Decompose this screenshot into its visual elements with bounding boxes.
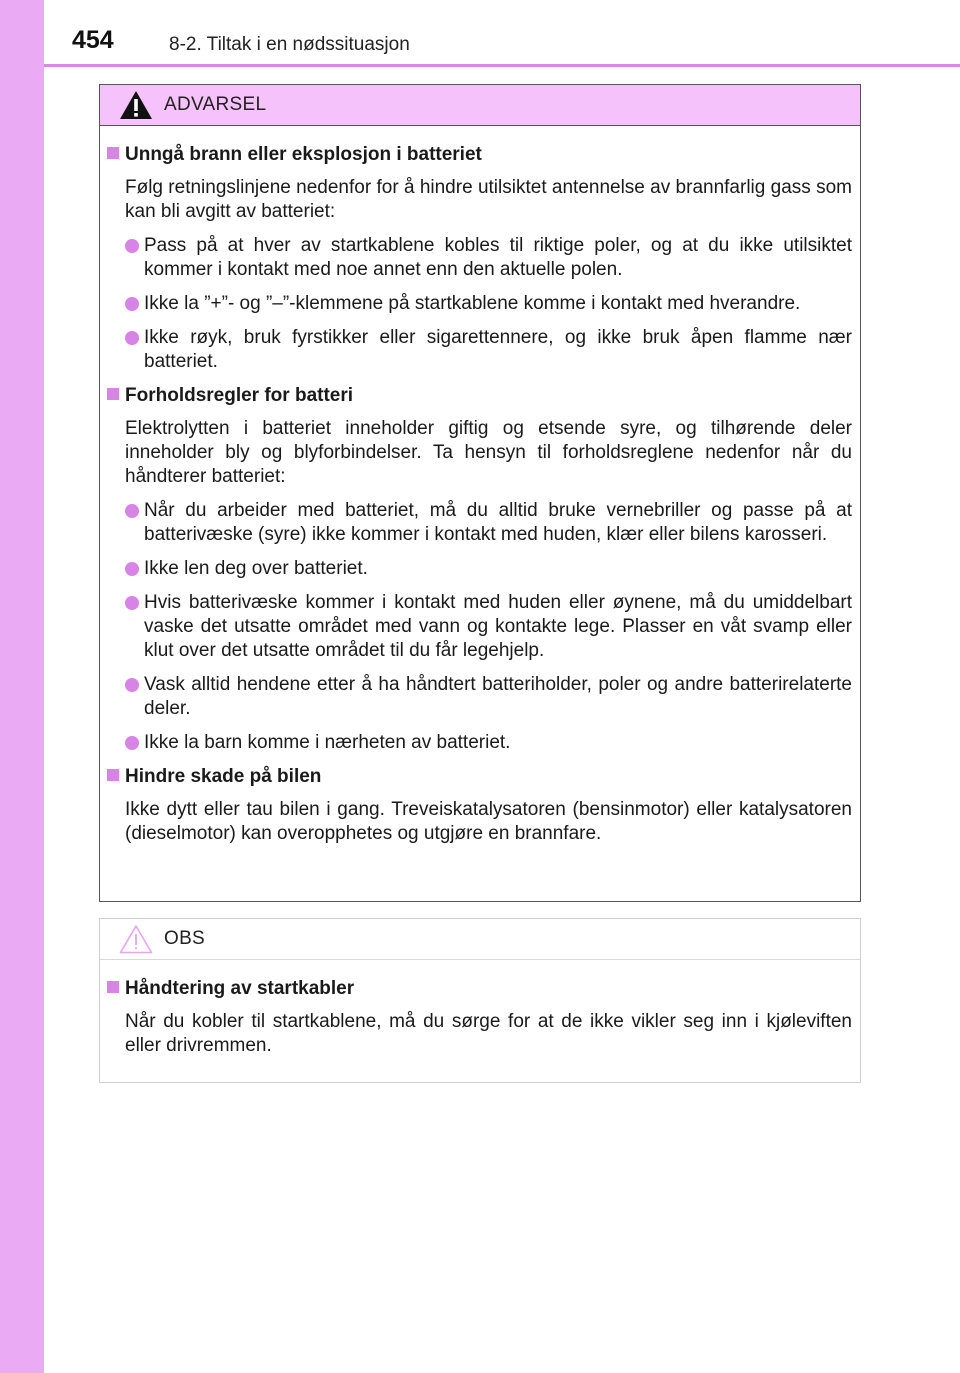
page-number: 454: [72, 26, 114, 54]
list-item: Når du arbeider med batteriet, må du alltid bruke vernebriller og passe på at batterivæske (syre) ikke kommer i kontakt med huden, klær eller bilens karosseri.: [107, 499, 852, 547]
notice-header: [100, 919, 860, 960]
list-item: Ikke la ”+”- og ”–”-klemmene på startkablene komme i kontakt med hverandre.: [107, 292, 852, 316]
warning-header: [100, 85, 860, 126]
list-item: Vask alltid hendene etter å ha håndtert batteriholder, poler og andre batterirelaterte deler.: [107, 673, 852, 721]
circle-bullet-icon: [125, 297, 139, 311]
warning-body: [100, 126, 860, 846]
list-item: Hvis batterivæske kommer i kontakt med huden eller øynene, må du umiddelbart vaske det utsatte området med vann og kontakte lege. Plasser en våt svamp eller klut over det utsatte området til du får legehjelp.: [107, 591, 852, 663]
circle-bullet-icon: [125, 562, 139, 576]
section-heading: Hindre skade på bilen: [107, 765, 852, 789]
notice-box: [99, 918, 861, 1083]
square-bullet-icon: [107, 147, 119, 159]
circle-bullet-icon: [125, 596, 139, 610]
circle-bullet-icon: [125, 736, 139, 750]
section-heading: Forholdsregler for batteri: [107, 384, 852, 408]
warning-box: [99, 84, 861, 902]
section-intro: Elektrolytten i batteriet inneholder giftig og etsende syre, og tilhørende deler inneholder bly og blyforbindelser. Ta hensyn til forholdsreglene nedenfor når du håndterer batteriet:: [125, 418, 852, 487]
circle-bullet-icon: [125, 678, 139, 692]
list-item: Ikke la barn komme i nærheten av batteriet.: [107, 731, 852, 755]
notice-body: [100, 960, 860, 1058]
list-item: Pass på at hver av startkablene kobles til riktige poler, og at du ikke utilsiktet kommer i kontakt med noe annet enn den aktuelle polen.: [107, 234, 852, 282]
circle-bullet-icon: [125, 239, 139, 253]
section-heading: Unngå brann eller eksplosjon i batteriet: [107, 143, 852, 167]
square-bullet-icon: [107, 388, 119, 400]
square-bullet-icon: [107, 769, 119, 781]
notice-label: OBS: [164, 928, 206, 949]
section-intro: Følg retningslinjene nedenfor for å hindre utilsiktet antennelse av brannfarlig gass som kan bli avgitt av batteriet:: [125, 177, 852, 222]
section-title: 8-2. Tiltak i en nødssituasjon: [169, 34, 410, 55]
square-bullet-icon: [107, 981, 119, 993]
warning-label: ADVARSEL: [164, 94, 267, 115]
list-item: Ikke len deg over batteriet.: [107, 557, 852, 581]
warning-triangle-icon: [118, 89, 154, 121]
list-item: Ikke røyk, bruk fyrstikker eller sigarettennere, og ikke bruk åpen flamme nær batteriet.: [107, 326, 852, 374]
side-color-strip: [0, 0, 44, 1373]
circle-bullet-icon: [125, 504, 139, 518]
circle-bullet-icon: [125, 331, 139, 345]
section-heading: Håndtering av startkabler: [107, 977, 852, 1001]
section-intro: Når du kobler til startkablene, må du sørge for at de ikke vikler seg inn i kjøleviften eller drivremmen.: [125, 1011, 852, 1056]
header-divider: [44, 64, 960, 67]
section-intro: Ikke dytt eller tau bilen i gang. Treveiskatalysatoren (bensinmotor) eller katalysatoren (dieselmotor) kan overopphetes og utgjøre en brannfare.: [125, 799, 852, 844]
caution-triangle-outline-icon: [118, 923, 154, 955]
